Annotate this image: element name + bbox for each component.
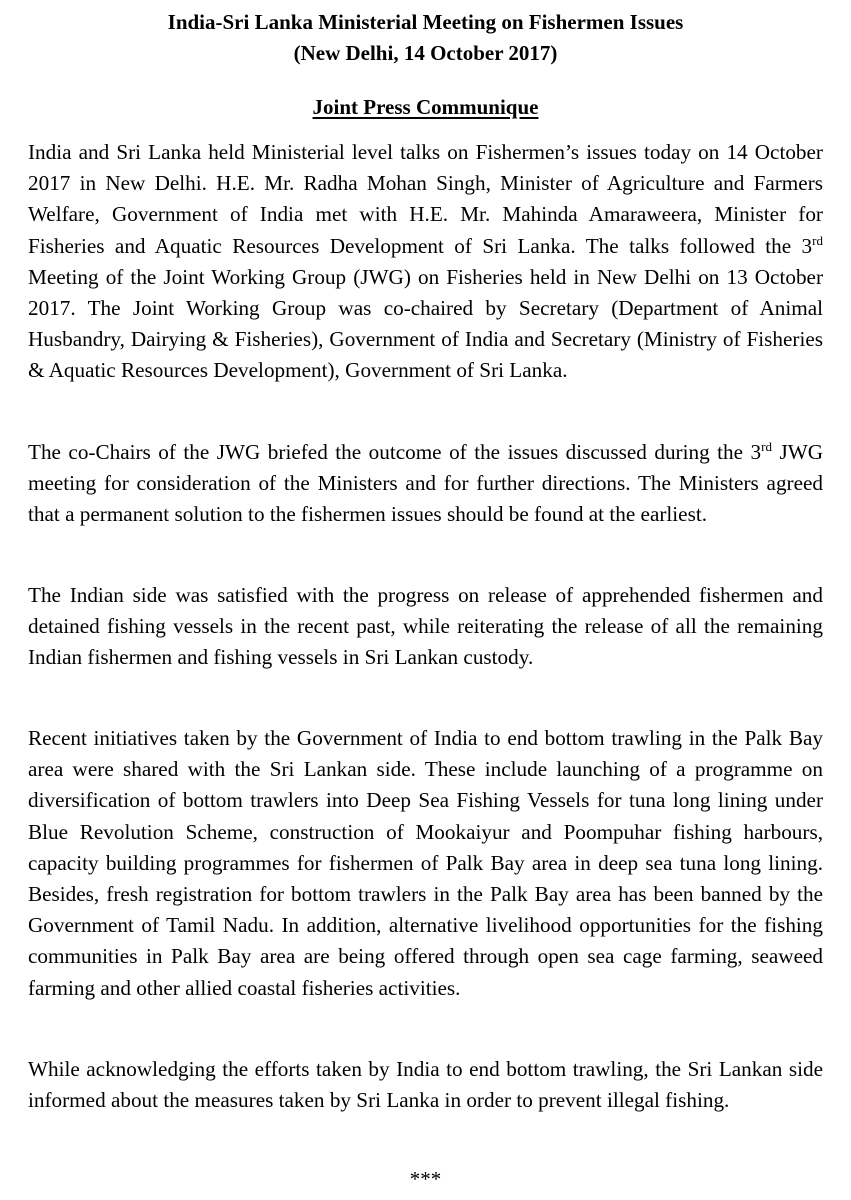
title-line-2: (New Delhi, 14 October 2017) (293, 41, 558, 65)
paragraph-1 (28, 137, 823, 387)
paragraph-2-ordinal: rd (761, 438, 772, 454)
document-subtitle (0, 92, 851, 122)
end-mark: *** (409, 1167, 442, 1191)
document-title (0, 7, 851, 69)
subtitle-text: Joint Press Communique (312, 95, 539, 119)
paragraph-3 (28, 580, 823, 674)
paragraph-5-text: While acknowledging the efforts taken by India to end bottom trawling, the Sri Lankan side informed about the measures taken by Sri Lanka in order to prevent illegal fishing. (28, 1057, 823, 1113)
paragraph-4-text: Recent initiatives taken by the Government of India to end bottom trawling in the Palk Bay area were shared with the Sri Lankan side. These include launching of a programme on diversification of bottom trawlers into Deep Sea Fishing Vessels for tuna long lining under Blue Revolution Scheme, construction of Mookaiyur and Poompuhar fishing harbours, capacity building programmes for fishermen of Palk Bay area in deep sea tuna long lining. Besides, fresh registration for bottom trawlers in the Palk Bay area has been banned by the Government of Tamil Nadu. In addition, alternative livelihood opportunities for the fishing communities in Palk Bay area are being offered through open sea cage farming, seaweed farming and other allied coastal fisheries activities. (28, 726, 823, 1000)
paragraph-3-text: The Indian side was satisfied with the progress on release of apprehended fishermen and detained fishing vessels in the recent past, while reiterating the release of all the remaining Indian fishermen and fishing vessels in Sri Lankan custody. (28, 583, 823, 670)
paragraph-2-part-b: JWG meeting for consideration of the Ministers and for further directions. The Ministers agreed that a permanent solution to the fishermen issues should be found at the earliest. (28, 440, 823, 527)
paragraph-4 (28, 723, 823, 1004)
paragraph-2-part-a: The co-Chairs of the JWG briefed the outcome of the issues discussed during the 3 (28, 440, 762, 464)
paragraph-1-part-a: India and Sri Lanka held Ministerial level talks on Fishermen’s issues today on 14 October 2017 in New Delhi. H.E. Mr. Radha Mohan Singh, Minister of Agriculture and Farmers Welfare, Government of India met with H.E. Mr. Mahinda Amaraweera, Minister for Fisheries and Aquatic Resources Development of Sri Lanka. The talks followed the 3 (28, 140, 823, 258)
paragraph-1-part-b: Meeting of the Joint Working Group (JWG) on Fisheries held in New Delhi on 13 October 2017. The Joint Working Group was co-chaired by Secretary (Department of Animal Husbandry, Dairying & Fisheries), Government of India and Secretary (Ministry of Fisheries & Aquatic Resources Development), Government of Sri Lanka. (28, 264, 823, 383)
paragraph-2 (28, 437, 823, 531)
paragraph-1-ordinal: rd (812, 232, 823, 248)
paragraph-5 (28, 1054, 823, 1116)
title-line-1: India-Sri Lanka Ministerial Meeting on Fishermen Issues (167, 10, 684, 34)
